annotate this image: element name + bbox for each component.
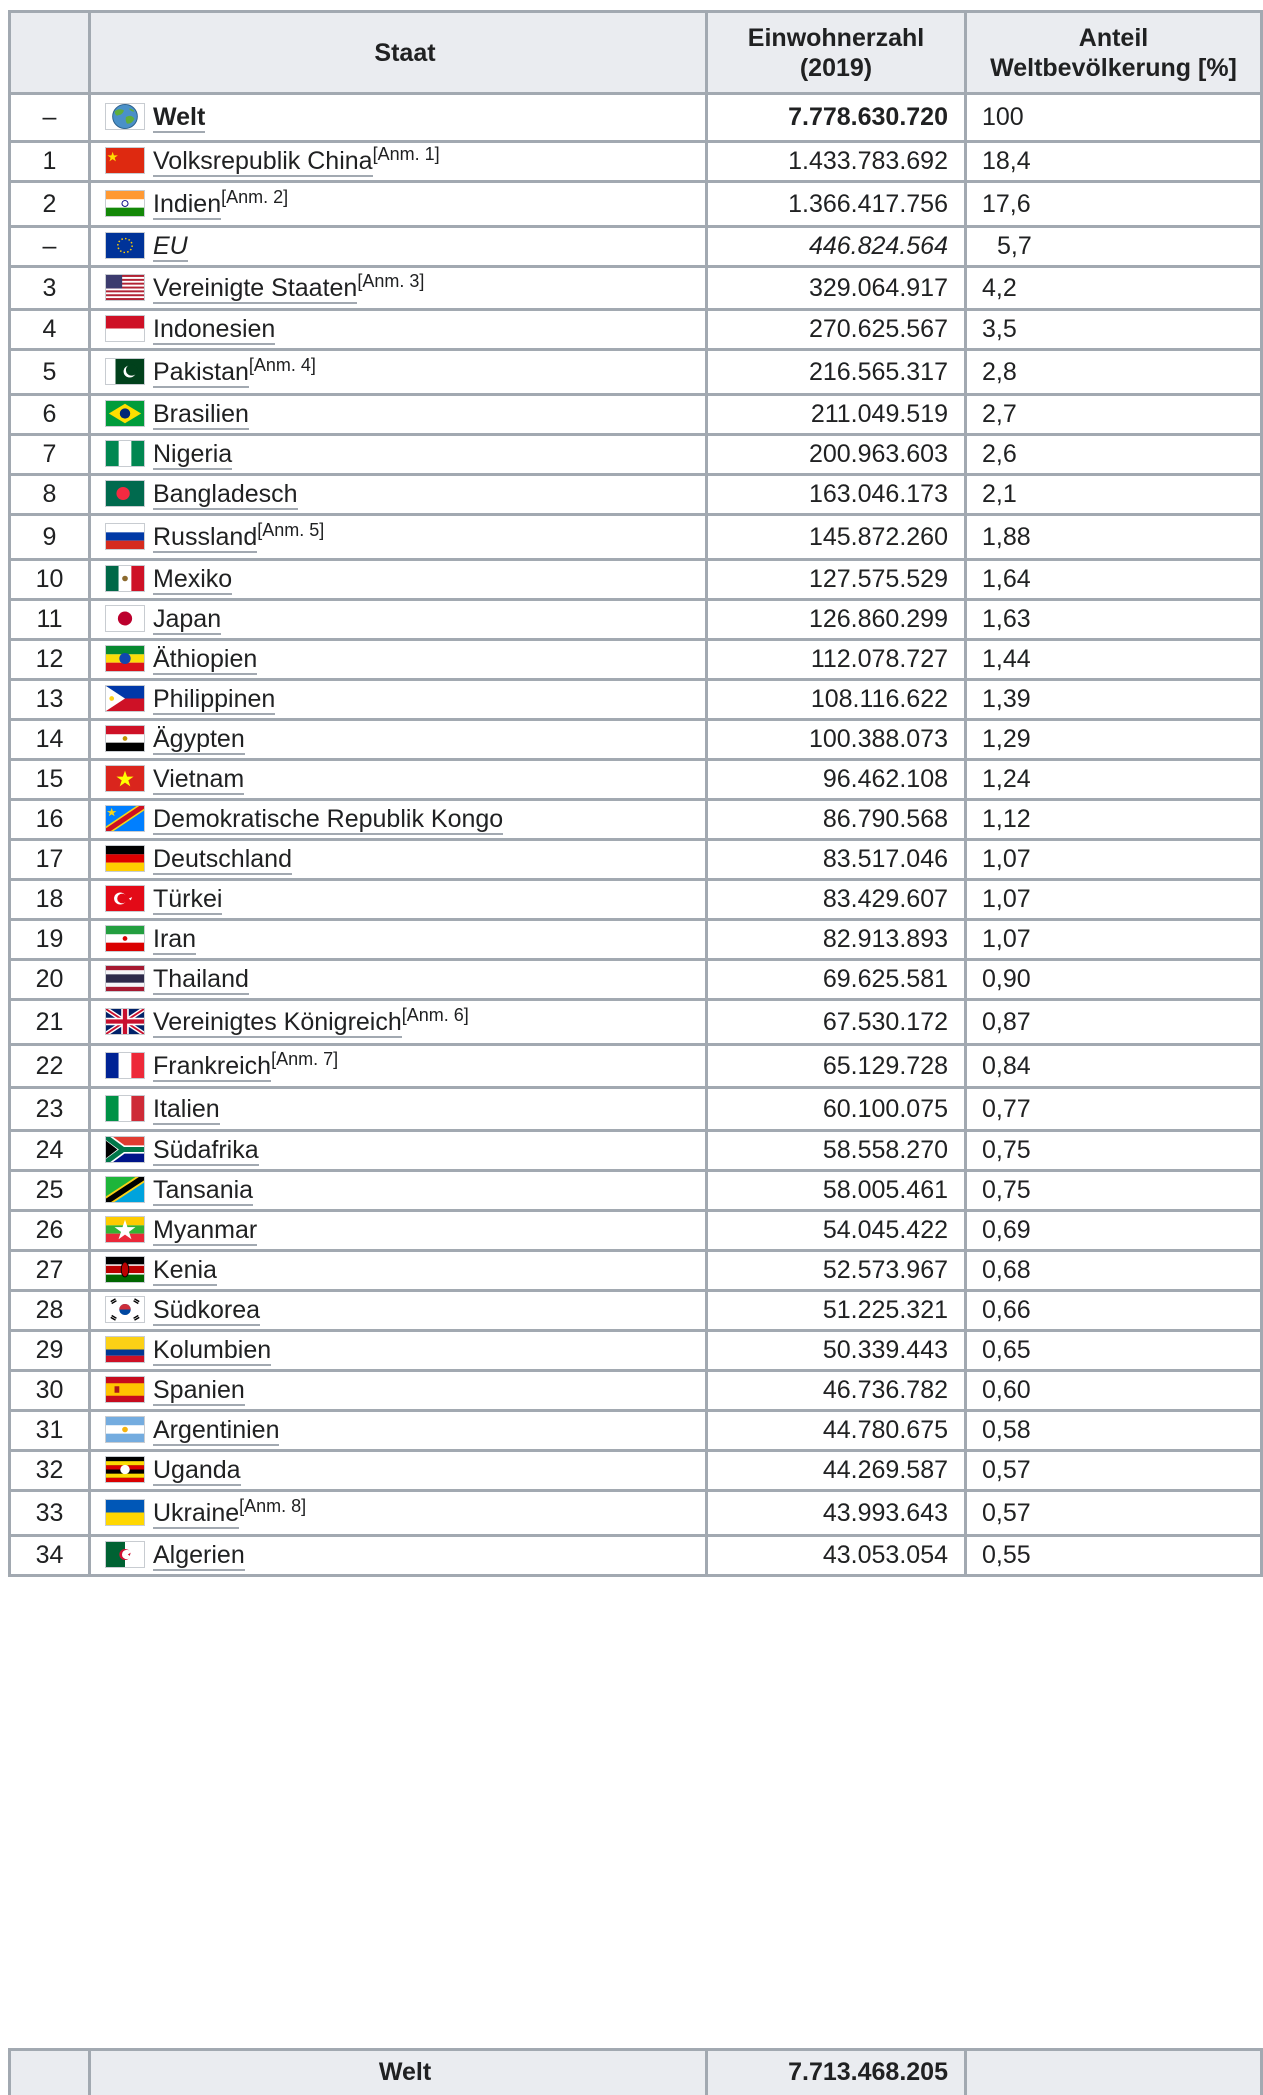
ke-flag-icon[interactable] <box>105 1256 145 1283</box>
de-flag-icon[interactable] <box>105 845 145 872</box>
table-row <box>10 1045 1262 1088</box>
country-cell <box>90 1331 707 1371</box>
country-link[interactable]: Indonesien <box>153 315 276 343</box>
country-cell <box>90 1536 707 1576</box>
rank-cell: 2 <box>10 182 90 227</box>
share-cell: 0,60 <box>966 1371 1262 1411</box>
country-cell <box>90 680 707 720</box>
total-label: Welt <box>90 2050 707 2095</box>
ua-flag-icon[interactable] <box>105 1499 145 1526</box>
et-flag-icon[interactable] <box>105 645 145 672</box>
share-cell: 0,75 <box>966 1131 1262 1171</box>
share-header[interactable] <box>966 12 1262 94</box>
population-cell: 83.517.046 <box>707 840 966 880</box>
rank-cell: 17 <box>10 840 90 880</box>
share-cell: 1,44 <box>966 640 1262 680</box>
population-cell: 52.573.967 <box>707 1251 966 1291</box>
rank-cell: 34 <box>10 1536 90 1576</box>
country-link[interactable]: Pakistan <box>153 357 249 386</box>
footnote-link[interactable]: [Anm. 7] <box>271 1048 339 1069</box>
table-row <box>10 94 1262 142</box>
eg-flag-icon[interactable] <box>105 725 145 752</box>
share-cell: 0,69 <box>966 1211 1262 1251</box>
rank-cell: 12 <box>10 640 90 680</box>
table-row <box>10 1171 1262 1211</box>
rank-cell: 29 <box>10 1331 90 1371</box>
country-link[interactable]: Türkei <box>153 885 223 913</box>
population-cell: 1.433.783.692 <box>707 142 966 182</box>
country-header[interactable]: Staat <box>90 12 707 94</box>
share-cell: 1,29 <box>966 720 1262 760</box>
rank-cell: 9 <box>10 515 90 560</box>
population-cell: 65.129.728 <box>707 1045 966 1088</box>
footnote-link[interactable]: [Anm. 4] <box>248 354 316 375</box>
share-cell: 4,2 <box>966 267 1262 310</box>
table-row <box>10 560 1262 600</box>
ph-flag-icon[interactable] <box>105 685 145 712</box>
share-cell: 5,7 <box>966 227 1262 267</box>
table-row <box>10 1211 1262 1251</box>
country-link[interactable]: Frankreich <box>153 1051 272 1080</box>
population-cell: 446.824.564 <box>707 227 966 267</box>
table-row <box>10 880 1262 920</box>
country-link[interactable]: Brasilien <box>153 400 249 428</box>
table-row <box>10 435 1262 475</box>
share-cell: 0,55 <box>966 1536 1262 1576</box>
cd-flag-icon[interactable] <box>105 805 145 832</box>
population-cell: 60.100.075 <box>707 1088 966 1131</box>
country-cell <box>90 1251 707 1291</box>
country-cell <box>90 1451 707 1491</box>
country-link[interactable]: Demokratische Republik Kongo <box>153 805 504 833</box>
table-row <box>10 680 1262 720</box>
share-cell: 1,64 <box>966 560 1262 600</box>
share-cell: 1,07 <box>966 880 1262 920</box>
share-cell: 0,57 <box>966 1451 1262 1491</box>
country-link[interactable]: EU <box>153 232 188 260</box>
country-cell <box>90 94 707 142</box>
share-cell: 2,1 <box>966 475 1262 515</box>
rank-cell: 32 <box>10 1451 90 1491</box>
ar-flag-icon[interactable] <box>105 1416 145 1443</box>
share-cell: 1,07 <box>966 920 1262 960</box>
rank-cell: 7 <box>10 435 90 475</box>
share-cell: 1,07 <box>966 840 1262 880</box>
total-row-table <box>8 2048 1263 2095</box>
rank-cell: 11 <box>10 600 90 640</box>
table-row <box>10 920 1262 960</box>
country-cell <box>90 475 707 515</box>
share-cell: 0,65 <box>966 1331 1262 1371</box>
country-cell <box>90 310 707 350</box>
ru-flag-icon[interactable] <box>105 523 145 550</box>
country-cell <box>90 1491 707 1536</box>
country-link[interactable]: Deutschland <box>153 845 292 873</box>
co-flag-icon[interactable] <box>105 1336 145 1363</box>
rank-cell: 19 <box>10 920 90 960</box>
table-row <box>10 1411 1262 1451</box>
za-flag-icon[interactable] <box>105 1136 145 1163</box>
share-cell: 100 <box>966 94 1262 142</box>
rank-cell: 31 <box>10 1411 90 1451</box>
country-link[interactable]: Vereinigtes Königreich <box>153 1007 402 1036</box>
country-cell <box>90 880 707 920</box>
population-header-line2: (2019) <box>799 53 873 82</box>
country-link[interactable]: Ägypten <box>153 725 245 753</box>
rank-cell: 25 <box>10 1171 90 1211</box>
table-row <box>10 395 1262 435</box>
country-cell <box>90 350 707 395</box>
table-row <box>10 1251 1262 1291</box>
table-row <box>10 475 1262 515</box>
population-cell: 211.049.519 <box>707 395 966 435</box>
share-cell: 0,58 <box>966 1411 1262 1451</box>
rank-cell: 8 <box>10 475 90 515</box>
country-cell <box>90 227 707 267</box>
country-cell <box>90 142 707 182</box>
country-link[interactable]: Thailand <box>153 965 249 993</box>
population-cell: 86.790.568 <box>707 800 966 840</box>
rank-cell: 22 <box>10 1045 90 1088</box>
total-share <box>966 2050 1262 2095</box>
rank-cell: 26 <box>10 1211 90 1251</box>
country-link[interactable]: Ukraine <box>153 1498 240 1527</box>
ir-flag-icon[interactable] <box>105 925 145 952</box>
table-row <box>10 1451 1262 1491</box>
footnote-link[interactable]: [Anm. 8] <box>239 1495 307 1516</box>
share-cell: 0,90 <box>966 960 1262 1000</box>
rank-cell: – <box>10 227 90 267</box>
country-cell <box>90 1371 707 1411</box>
population-cell: 82.913.893 <box>707 920 966 960</box>
table-row <box>10 960 1262 1000</box>
rank-cell: 13 <box>10 680 90 720</box>
country-link[interactable]: Welt <box>153 103 206 131</box>
population-cell: 216.565.317 <box>707 350 966 395</box>
population-cell: 127.575.529 <box>707 560 966 600</box>
rank-header[interactable] <box>10 12 90 94</box>
share-cell: 0,84 <box>966 1045 1262 1088</box>
rank-cell: 15 <box>10 760 90 800</box>
rank-cell: 1 <box>10 142 90 182</box>
population-cell: 7.778.630.720 <box>707 94 966 142</box>
country-link[interactable]: Spanien <box>153 1376 245 1404</box>
id-flag-icon[interactable] <box>105 315 145 342</box>
country-link[interactable]: Mexiko <box>153 565 233 593</box>
population-header[interactable] <box>707 12 966 94</box>
country-link[interactable]: Kolumbien <box>153 1336 272 1364</box>
country-cell <box>90 600 707 640</box>
population-header-line1: Einwohnerzahl <box>747 23 925 52</box>
country-cell <box>90 515 707 560</box>
country-cell <box>90 800 707 840</box>
country-link[interactable]: Myanmar <box>153 1216 258 1244</box>
rank-cell: 30 <box>10 1371 90 1411</box>
country-link[interactable]: Vereinigte Staaten <box>153 273 358 302</box>
rank-cell: 4 <box>10 310 90 350</box>
rank-cell: 14 <box>10 720 90 760</box>
it-flag-icon[interactable] <box>105 1095 145 1122</box>
share-cell: 3,5 <box>966 310 1262 350</box>
ug-flag-icon[interactable] <box>105 1456 145 1483</box>
br-flag-icon[interactable] <box>105 400 145 427</box>
population-cell: 58.558.270 <box>707 1131 966 1171</box>
population-cell: 50.339.443 <box>707 1331 966 1371</box>
in-flag-icon[interactable] <box>105 190 145 217</box>
population-cell: 51.225.321 <box>707 1291 966 1331</box>
footnote-link[interactable]: [Anm. 3] <box>357 270 425 291</box>
country-link[interactable]: Italien <box>153 1094 220 1123</box>
country-link[interactable]: Algerien <box>153 1541 245 1569</box>
rank-cell: 33 <box>10 1491 90 1536</box>
country-link[interactable]: Volksrepublik China <box>153 147 373 175</box>
fr-flag-icon[interactable] <box>105 1052 145 1079</box>
population-cell: 67.530.172 <box>707 1000 966 1045</box>
country-cell <box>90 1291 707 1331</box>
population-cell: 44.780.675 <box>707 1411 966 1451</box>
share-cell: 2,7 <box>966 395 1262 435</box>
country-cell <box>90 560 707 600</box>
gb-flag-icon[interactable] <box>105 1008 145 1035</box>
population-cell: 145.872.260 <box>707 515 966 560</box>
mx-flag-icon[interactable] <box>105 565 145 592</box>
share-cell: 17,6 <box>966 182 1262 227</box>
population-cell: 163.046.173 <box>707 475 966 515</box>
population-cell: 270.625.567 <box>707 310 966 350</box>
pk-flag-icon[interactable] <box>105 358 145 385</box>
population-cell: 43.053.054 <box>707 1536 966 1576</box>
us-flag-icon[interactable] <box>105 274 145 301</box>
table-row <box>10 182 1262 227</box>
total-row <box>10 2050 1262 2095</box>
table-row <box>10 142 1262 182</box>
cn-flag-icon[interactable] <box>105 147 145 174</box>
globe-flag-icon[interactable] <box>105 103 145 130</box>
footnote-link[interactable]: [Anm. 5] <box>257 519 325 540</box>
country-cell <box>90 1411 707 1451</box>
footnote-link[interactable]: [Anm. 6] <box>401 1004 469 1025</box>
country-link[interactable]: Südkorea <box>153 1296 261 1324</box>
table-row <box>10 267 1262 310</box>
share-cell: 0,57 <box>966 1491 1262 1536</box>
country-cell <box>90 760 707 800</box>
country-cell <box>90 1171 707 1211</box>
population-cell: 44.269.587 <box>707 1451 966 1491</box>
country-cell <box>90 267 707 310</box>
rank-cell: 16 <box>10 800 90 840</box>
country-link[interactable]: Iran <box>153 925 197 953</box>
country-link[interactable]: Bangladesch <box>153 480 298 508</box>
table-row <box>10 310 1262 350</box>
footnote-link[interactable]: [Anm. 1] <box>372 144 440 164</box>
total-rank <box>10 2050 90 2095</box>
eu-flag-icon[interactable] <box>105 232 145 259</box>
population-cell: 108.116.622 <box>707 680 966 720</box>
footnote-link[interactable]: [Anm. 2] <box>221 186 289 207</box>
share-cell: 2,8 <box>966 350 1262 395</box>
table-row <box>10 840 1262 880</box>
country-link[interactable]: Japan <box>153 605 222 633</box>
population-cell: 100.388.073 <box>707 720 966 760</box>
rank-cell: 20 <box>10 960 90 1000</box>
country-cell <box>90 1131 707 1171</box>
table-row <box>10 720 1262 760</box>
share-cell: 0,66 <box>966 1291 1262 1331</box>
table-row <box>10 1291 1262 1331</box>
population-cell: 46.736.782 <box>707 1371 966 1411</box>
country-link[interactable]: Argentinien <box>153 1416 280 1444</box>
table-body <box>10 94 1262 1576</box>
table-row <box>10 1536 1262 1576</box>
vn-flag-icon[interactable] <box>105 765 145 792</box>
country-link[interactable]: Uganda <box>153 1456 241 1484</box>
country-cell <box>90 182 707 227</box>
population-cell: 96.462.108 <box>707 760 966 800</box>
population-cell: 200.963.603 <box>707 435 966 475</box>
population-cell: 112.078.727 <box>707 640 966 680</box>
share-cell: 1,24 <box>966 760 1262 800</box>
table-row <box>10 600 1262 640</box>
kr-flag-icon[interactable] <box>105 1296 145 1323</box>
th-flag-icon[interactable] <box>105 965 145 992</box>
country-cell <box>90 1088 707 1131</box>
dz-flag-icon[interactable] <box>105 1541 145 1568</box>
share-cell: 2,6 <box>966 435 1262 475</box>
population-cell: 58.005.461 <box>707 1171 966 1211</box>
population-cell: 126.860.299 <box>707 600 966 640</box>
rank-cell: 28 <box>10 1291 90 1331</box>
population-table <box>8 10 1263 1577</box>
share-header-line2: Weltbevölkerung [%] <box>990 53 1237 82</box>
share-cell: 1,63 <box>966 600 1262 640</box>
country-cell <box>90 395 707 435</box>
table-row <box>10 227 1262 267</box>
table-row <box>10 1088 1262 1131</box>
table-row <box>10 515 1262 560</box>
es-flag-icon[interactable] <box>105 1376 145 1403</box>
table-row <box>10 1131 1262 1171</box>
country-link[interactable]: Philippinen <box>153 685 276 713</box>
country-cell <box>90 720 707 760</box>
bd-flag-icon[interactable] <box>105 480 145 507</box>
share-cell: 1,88 <box>966 515 1262 560</box>
share-header-line1: Anteil <box>1078 23 1149 52</box>
share-cell: 0,75 <box>966 1171 1262 1211</box>
country-cell <box>90 1000 707 1045</box>
population-cell: 69.625.581 <box>707 960 966 1000</box>
rank-cell: 23 <box>10 1088 90 1131</box>
tz-flag-icon[interactable] <box>105 1176 145 1203</box>
population-cell: 54.045.422 <box>707 1211 966 1251</box>
table-row <box>10 350 1262 395</box>
country-link[interactable]: Indien <box>153 189 222 218</box>
rank-cell: 27 <box>10 1251 90 1291</box>
table-row <box>10 760 1262 800</box>
rank-cell: 10 <box>10 560 90 600</box>
header-row <box>10 12 1262 94</box>
table-row <box>10 800 1262 840</box>
mm-flag-icon[interactable] <box>105 1216 145 1243</box>
share-cell: 1,12 <box>966 800 1262 840</box>
country-cell <box>90 1045 707 1088</box>
table-row <box>10 1371 1262 1411</box>
table-row <box>10 1491 1262 1536</box>
population-cell: 43.993.643 <box>707 1491 966 1536</box>
country-cell <box>90 960 707 1000</box>
rank-cell: 3 <box>10 267 90 310</box>
country-link[interactable]: Tansania <box>153 1176 254 1204</box>
rank-cell: 18 <box>10 880 90 920</box>
rank-cell: 24 <box>10 1131 90 1171</box>
country-cell <box>90 435 707 475</box>
country-cell <box>90 840 707 880</box>
population-cell: 329.064.917 <box>707 267 966 310</box>
country-cell <box>90 1211 707 1251</box>
country-link[interactable]: Russland <box>153 522 258 551</box>
country-link[interactable]: Vietnam <box>153 765 245 793</box>
tr-flag-icon[interactable] <box>105 885 145 912</box>
country-link[interactable]: Nigeria <box>153 440 233 468</box>
rank-cell: 21 <box>10 1000 90 1045</box>
table-row <box>10 1331 1262 1371</box>
table-row <box>10 1000 1262 1045</box>
rank-cell: 5 <box>10 350 90 395</box>
country-link[interactable]: Kenia <box>153 1256 217 1284</box>
share-cell: 18,4 <box>966 142 1262 182</box>
rank-cell: 6 <box>10 395 90 435</box>
population-cell: 83.429.607 <box>707 880 966 920</box>
share-cell: 0,68 <box>966 1251 1262 1291</box>
share-cell: 0,87 <box>966 1000 1262 1045</box>
population-cell: 1.366.417.756 <box>707 182 966 227</box>
total-population: 7.713.468.205 <box>707 2050 966 2095</box>
share-cell: 0,77 <box>966 1088 1262 1131</box>
jp-flag-icon[interactable] <box>105 605 145 632</box>
ng-flag-icon[interactable] <box>105 440 145 467</box>
table-row <box>10 640 1262 680</box>
country-cell <box>90 920 707 960</box>
country-cell <box>90 640 707 680</box>
country-link[interactable]: Südafrika <box>153 1136 259 1164</box>
rank-cell: – <box>10 94 90 142</box>
country-link[interactable]: Äthiopien <box>153 645 258 673</box>
share-cell: 1,39 <box>966 680 1262 720</box>
